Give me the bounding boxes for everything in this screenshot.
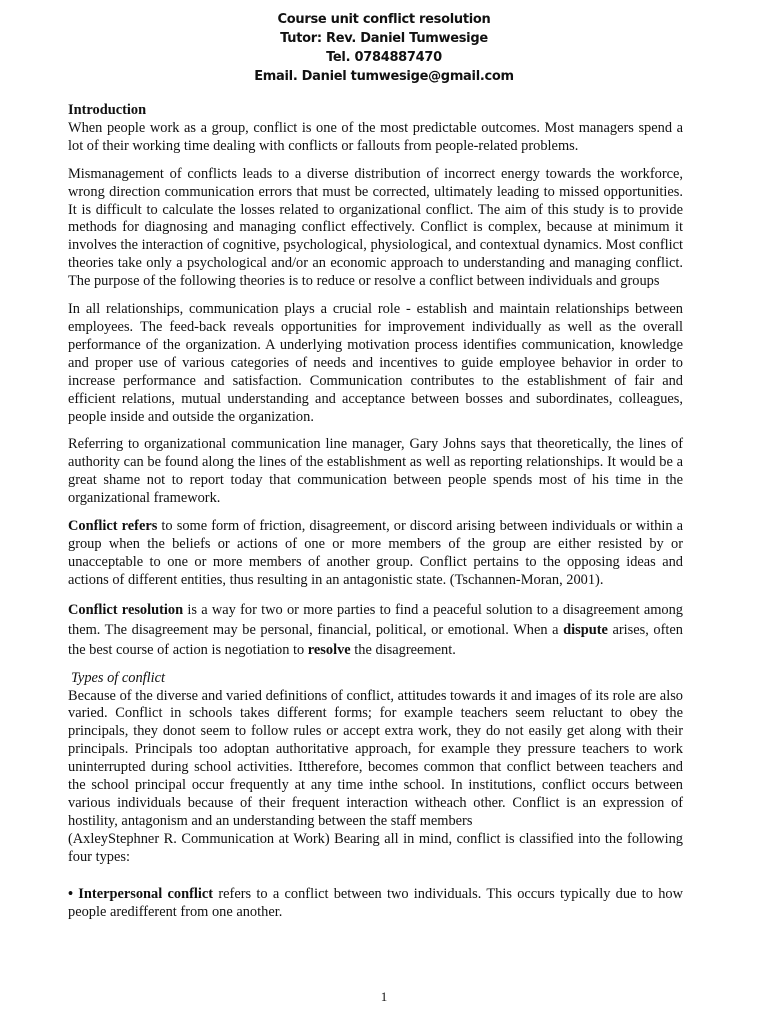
conflict-definition — [68, 518, 683, 590]
intro-paragraph-4: Referring to organizational communication line manager, Gary Johns says that theoretically, the lines of authority can be found along the lines of the establishment as well as reporting relationships. It would be a great shame not to report today that communication between people spends most of his time in the organizational framework. — [68, 436, 683, 507]
tel-line: Tel. 0784887470 — [326, 50, 442, 65]
spacer — [68, 867, 683, 886]
resolve-term: resolve — [307, 641, 351, 658]
intro-paragraph-3: In all relationships, communication plays a crucial role - establish and maintain relationships between employees. The feed-back reveals opportunities for improvement individually as well as the overall performance of the organization. A underlying motivation process identifies communication, knowledge and proper use of various categories of needs and incentives to guide employee behavior in order to increase performance and satisfaction. Communication contributes to the establishment of fair and efficient relations, mutual understanding and acceptance between bosses and subordinates, colleagues, people inside and outside the organization. — [68, 301, 683, 425]
conflict-definition-text: to some form of friction, disagreement, or discord arising between individuals or within a group when the beliefs or actions of one or more members of the group are either resisted by or unacceptable to one or more members of another group. Conflict pertains to the opposing ideas and actions of different entities, thus resulting in an antagonistic state. (Tschannen-Moran, 2001). — [68, 518, 683, 588]
interpersonal-conflict-item — [68, 886, 683, 922]
resolution-text-2: arises, often the best course of action is negotiation to — [68, 621, 683, 658]
intro-paragraph-2: Mismanagement of conflicts leads to a diverse distribution of incorrect energy towards the workforce, wrong direction communication errors that must be corrected, ultimately leading to missed opportunities. It is difficult to calculate the losses related to organizational conflict. The aim of this study is to provide methods for diagnosing and managing conflict effectively. Conflict is complex, because at minimum it involves the interaction of cognitive, psychological, physiological, and contextual dynamics. Most conflict theories take only a psychological and/or an economic approach to understanding and managing conflict. The purpose of the following theories is to reduce or resolve a conflict between individuals and groups — [68, 165, 683, 290]
introduction-heading: Introduction — [68, 102, 147, 118]
intro-paragraph-1: When people work as a group, conflict is one of the most predictable outcomes. Most managers spend a lot of their working time dealing with conflicts or fallouts from people-related problems. — [68, 119, 683, 154]
page-number: 1 — [380, 989, 388, 1004]
course-title: Course unit conflict resolution — [277, 12, 491, 27]
conflict-refers-term: Conflict refers — [68, 518, 158, 535]
conflict-resolution-definition — [68, 600, 683, 660]
email-line: Email. Daniel tumwesige@gmail.com — [254, 69, 514, 84]
document-body — [68, 102, 683, 921]
dispute-term: dispute — [563, 621, 608, 638]
resolution-text-3: the disagreement. — [350, 641, 456, 658]
resolution-text-1: is a way for two or more parties to find a peaceful solution to a disagreement among them. The disagreement may be personal, financial, political, or emotional. When a — [68, 601, 683, 638]
types-paragraph-1: Because of the diverse and varied definitions of conflict, attitudes towards it and images of its role are also varied. Conflict in schools takes different forms; for example teachers seem reluctant to obey the principals, they donot seem to follow rules or accept extra work, they do not easily get along with their principals. Principals too adoptan authoritative approach, for example they pressure teachers to work uninterrupted during school activities. Ittherefore, becomes common that conflict between teachers and the school principal occur frequently at any time inthe school. In institutions, conflict occurs between various individuals because of their frequent interaction witheach other. Conflict is an expression of hostility, antagonism and an understanding between the staff members — [68, 687, 683, 829]
tutor-line: Tutor: Rev. Daniel Tumwesige — [280, 31, 488, 46]
interpersonal-conflict-term: • Interpersonal conflict — [68, 885, 214, 902]
types-of-conflict-heading: Types of conflict — [71, 669, 166, 686]
conflict-resolution-term: Conflict resolution — [68, 601, 184, 618]
types-paragraph-2: (AxleyStephner R. Communication at Work) Bearing all in mind, conflict is classified into the following four types: — [68, 830, 683, 865]
interpersonal-conflict-text: refers to a conflict between two individuals. This occurs typically due to how people aredifferent from one another. — [68, 885, 683, 920]
document-header — [0, 10, 768, 86]
